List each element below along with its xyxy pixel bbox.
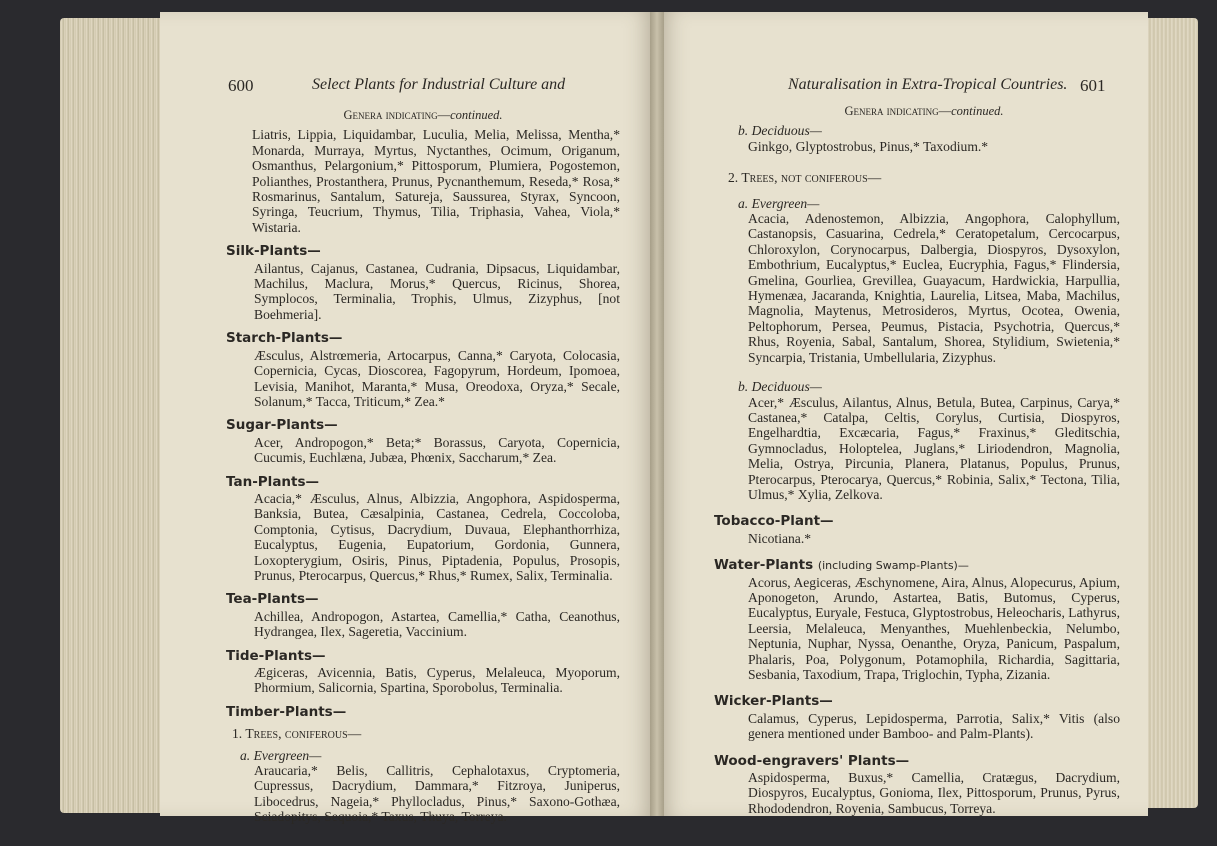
section-text-starch: Æsculus, Alstrœmeria, Artocarpus, Canna,* Caryota, Colocasia, Copernicia, Cycas, Dioscorea, Fagopyrum, Hordeum, Ipomoea, Levisia, Manihot, Maranta,* Musa, Oreodoxa, Oryza,* Secale, Solanum,* Tacca, Triticum,* Zea.* [254, 347, 620, 409]
section-title-water: Water-Plants (including Swamp-Plants)— [714, 557, 969, 574]
section-title-timber: Timber-Plants— [226, 703, 347, 720]
page-edges-left [60, 18, 170, 813]
left-intro-paragraph: Liatris, Lippia, Liquidambar, Luculia, Melia, Melissa, Mentha,* Monarda, Murraya, Myrtus, Nyctanthes, Ocimum, Origanum, Osmanthus, Pelargonium,* Pittosporum, Plumiera, Pogostemon, Polianthes, Prostanthera, Prunus, Pycnanthemum, Reseda,* Rosa,* Rosmarinus, Santalum, Satureja, Saussurea, Styrax, Syncoon, Syringa, Teucrium, Thymus, Tilia, Triphasia, Vahea, Viola,* Wistaria. [252, 127, 620, 235]
deciduous-text-2: Acer,* Æsculus, Ailantus, Alnus, Betula, Butea, Carpinus, Carya,* Castanea,* Catalpa, Celtis, Corylus, Curtisia, Diospyros, Engelhardtia, Excæcaria, Fagus,* Fraxinus,* Gleditschia, Gymnocladus, Holoptelea, Juglans,* Liriodendron, Magnolia, Melia, Ostrya, Pircunia, Planera, Platanus, Populus, Prunus, Pterocarpus, Pterocarya, Quercus,* Robinia, Salix,* Tectona, Tilia, Ulmus,* Xylia, Zelkova. [748, 394, 1120, 502]
section-text-tea: Achillea, Andropogon, Astartea, Camellia,* Catha, Ceanothus, Hydrangea, Ilex, Sageretia, Vaccinium. [254, 608, 620, 640]
timber-evergreen-label: a. Evergreen— [240, 747, 322, 763]
book-gutter [650, 12, 664, 816]
left-page-text [226, 108, 620, 825]
section-text-sugar: Acer, Andropogon,* Beta;* Borassus, Caryota, Copernicia, Cucumis, Euchlæna, Jubæa, Phœnix, Saccharum,* Zea. [254, 434, 620, 466]
evergreen-label: a. Evergreen— [738, 195, 820, 211]
deciduous-text-1: Ginkgo, Glyptostrobus, Pinus,* Taxodium.* [748, 138, 989, 154]
section-text-tide: Ægiceras, Avicennia, Batis, Cyperus, Melaleuca, Myoporum, Phormium, Salicornia, Spartina, Sporobolus, Terminalia. [254, 665, 620, 696]
left-page-number: 600 [228, 76, 254, 95]
right-subtitle: Genera indicating—continued. [844, 104, 1004, 118]
page-edges-right [1140, 18, 1198, 808]
left-running-head: Select Plants for Industrial Culture and [312, 76, 566, 93]
right-page-text [714, 104, 1120, 816]
evergreen-text: Acacia, Adenostemon, Albizzia, Angophora, Calophyllum, Castanopsis, Casuarina, Cedrela,* Ceratopetalum, Cercocarpus, Chloroxylon, Corynocarpus, Dalbergia, Diospyros, Dysoxylon, Embothrium, Eucalyptus,* Euclea, Eucryphia, Fagus,* Flindersia, Gmelina, Gourliea, Grevillea, Guayacum, Hardwickia, Harpullia, Hymenæa, Jacaranda, Knightia, Laurelia, Litsea, Maba, Machilus, Magnolia, Maytenus, Metrosideros, Myrtus, Ocotea, Owenia, Peltophorum, Persea, Peumus, Pistacia, Psychotria, Quercus,* Rhus, Royenia, Sabal, Santalum, Shorea, Stylidium, Swietenia,* Syncarpia, Tristania, Umbellularia, Zizyphus. [748, 211, 1120, 365]
section-title-tan: Tan-Plants— [226, 473, 320, 490]
section-text-tobacco: Nicotiana.* [748, 530, 812, 546]
section-text-silk: Ailantus, Cajanus, Castanea, Cudrania, Dipsacus, Liquidambar, Machilus, Maclura, Morus,* Quercus, Ricinus, Shorea, Symplocos, Terminalia, Trophis, Ulmus, Zizyphus, [not Boehmeria]. [254, 260, 620, 322]
timber-evergreen-text: Araucaria,* Belis, Callitris, Cephalotaxus, Cryptomeria, Cupressus, Dacrydium, Dammara,* Fitzroya, Juniperus, Libocedrus, Nageia,* Phyllocladus, Pinus,* Saxono-Gothæa, Sciadopitys, Sequoia,* Taxus, Thuya, Torreya. [254, 763, 620, 825]
trees-not-coniferous: 2. Trees, not coniferous— [728, 170, 882, 186]
section-text-water: Acorus, Aegiceras, Æschynomene, Aira, Alnus, Alopecurus, Apium, Aponogeton, Arundo, Astartea, Batis, Butomus, Cyperus, Eucalyptus, Euryale, Festuca, Glyptostrobus, Heleocharis, Lathyrus, Leersia, Melaleuca, Menyanthes, Muehlenbeckia, Nelumbo, Neptunia, Nuphar, Nyssa, Oenanthe, Oryza, Panicum, Paspalum, Phalaris, Poa, Polygonum, Potamophila, Richardia, Sagittaria, Sesbania, Taxodium, Trapa, Triglochin, Typha, Zizania. [748, 574, 1120, 682]
section-title-wicker: Wicker-Plants— [714, 693, 833, 710]
left-subtitle: Genera indicating—continued. [343, 108, 503, 122]
deciduous-label-2: b. Deciduous— [738, 379, 822, 395]
section-title-starch: Starch-Plants— [226, 330, 343, 347]
section-title-tea: Tea-Plants— [226, 591, 319, 608]
section-text-wood-engravers: Aspidosperma, Buxus,* Camellia, Cratægus, Dacrydium, Diospyros, Eucalyptus, Gonioma, Ilex, Pittosporum, Prunus, Pyrus, Rhododendron, Royenia, Sambucus, Torreya. [748, 770, 1120, 816]
section-title-sugar: Sugar-Plants— [226, 417, 338, 434]
section-title-tide: Tide-Plants— [226, 647, 326, 664]
right-page-number: 601 [1080, 76, 1106, 95]
section-title-tobacco: Tobacco-Plant— [714, 513, 834, 530]
section-title-wood-engravers: Wood-engravers' Plants— [714, 752, 910, 769]
deciduous-label-1: b. Deciduous— [738, 123, 822, 139]
section-title-silk: Silk-Plants— [226, 243, 321, 260]
section-text-wicker: Calamus, Cyperus, Lepidosperma, Parrotia, Salix,* Vitis (also genera mentioned under Bamboo- and Palm-Plants). [748, 710, 1120, 742]
section-text-tan: Acacia,* Æsculus, Alnus, Albizzia, Angophora, Aspidosperma, Banksia, Butea, Cæsalpinia, Castanea, Cedrela, Coccoloba, Comptonia, Cytisus, Dacrydium, Duvaua, Elephanthorrhiza, Eucalyptus, Eugenia, Eupatorium, Gordonia, Gunnera, Loxopterygium, Osiris, Pinus, Piptadenia, Populus, Prosopis, Prunus, Pterocarpus, Quercus,* Rhus,* Rumex, Salix, Terminalia. [254, 490, 620, 583]
right-running-head: Naturalisation in Extra-Tropical Countries. [788, 76, 1068, 93]
section-note-water: (including Swamp-Plants)— [817, 559, 969, 573]
timber-trees-coniferous: 1. Trees, coniferous— [232, 726, 362, 742]
